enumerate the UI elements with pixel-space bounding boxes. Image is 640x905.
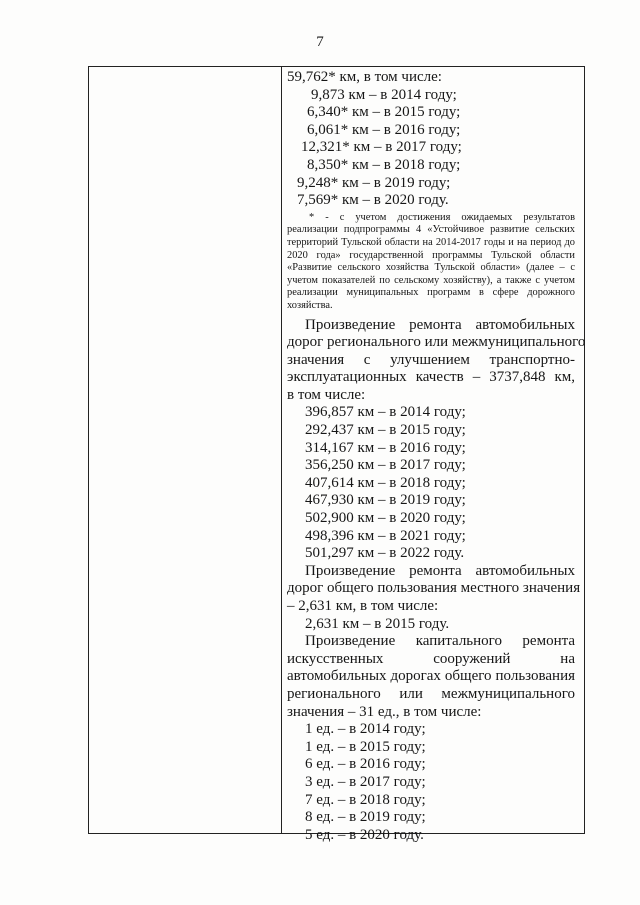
block4-heading-line-3: автомобильных дорогах общего пользования [287,668,575,685]
block1-year-2018: 8,350* км – в 2018 году; [307,156,461,173]
block1-year-2019: 9,248* км – в 2019 году; [297,174,451,191]
block4-heading-line-4: регионального или межмуниципального [287,685,575,702]
block4-year: 5 ед. – в 2020 году. [305,826,424,843]
block1-year-2017: 12,321* км – в 2017 году; [301,139,462,156]
block4-heading-line-1: Произведение капитального ремонта [305,633,575,650]
block2-intro: в том числе: [287,386,366,403]
block4-year: 1 ед. – в 2015 году; [305,738,426,755]
block2-year: 467,930 км – в 2019 году; [305,492,466,509]
footnote-text: * - с учетом достижения ожидаемых результатов реализации подпрограммы 4 «Устойчивое развитие сельских территорий Тульской области на 2014-2017 годы и на период до 2020 года» государственной программы Тульской области «Развитие сельского хозяйства Тульской области» (далее – с учетом показателей по сельскому хозяйству), а также с учетом реализации муниципальных программ в сфере дорожного хозяйства. [287,211,575,311]
block4-year: 3 ед. – в 2017 году; [305,773,426,790]
block1-total: 59,762* км, в том числе: [287,69,442,85]
block4-year: 6 ед. – в 2016 году; [305,756,426,773]
block4-year: 1 ед. – в 2014 году; [305,721,426,738]
right-cell [287,69,586,844]
block3-year: 2,631 км – в 2015 году. [305,615,450,632]
block4-heading-line-5: значения – 31 ед., в том числе: [287,703,482,720]
block2-year: 501,297 км – в 2022 году. [305,545,465,562]
block4-year: 7 ед. – в 2018 году; [305,791,426,808]
block2-heading-line-1: Произведение ремонта автомобильных [305,316,575,333]
block2-year: 498,396 км – в 2021 году; [305,527,466,544]
block2-heading-line-4: эксплуатационных качеств – 3737,848 км, [287,369,575,386]
block2-heading-line-2: дорог регионального или межмуниципального [287,334,586,351]
block1-year-2014: 9,873 км – в 2014 году; [311,86,457,103]
block3-heading-line-1: Произведение ремонта автомобильных [305,562,575,579]
block4-year: 8 ед. – в 2019 году; [305,809,426,826]
block2-year: 292,437 км – в 2015 году; [305,422,466,439]
page-number: 7 [316,34,324,50]
block2-year: 356,250 км – в 2017 году; [305,457,466,474]
column-divider [281,67,282,833]
footnote [287,212,575,313]
block1-year-2020: 7,569* км – в 2020 году. [297,192,449,209]
block2-year: 407,614 км – в 2018 году; [305,474,466,491]
block2-year: 502,900 км – в 2020 году; [305,510,466,527]
block1-year-2015: 6,340* км – в 2015 году; [307,104,461,121]
block2-year: 314,167 км – в 2016 году; [305,439,466,456]
content-table [88,66,586,843]
block4-heading-line-2: искусственных сооружений на [287,650,575,667]
block3-heading-line-2: дорог общего пользования местного значения [287,580,581,597]
block3-heading-line-3: – 2,631 км, в том числе: [287,598,439,614]
block1-year-2016: 6,061* км – в 2016 году; [307,121,461,138]
block2-year: 396,857 км – в 2014 году; [305,404,466,421]
block2-heading-line-3: значения с улучшением транспортно- [287,351,575,368]
